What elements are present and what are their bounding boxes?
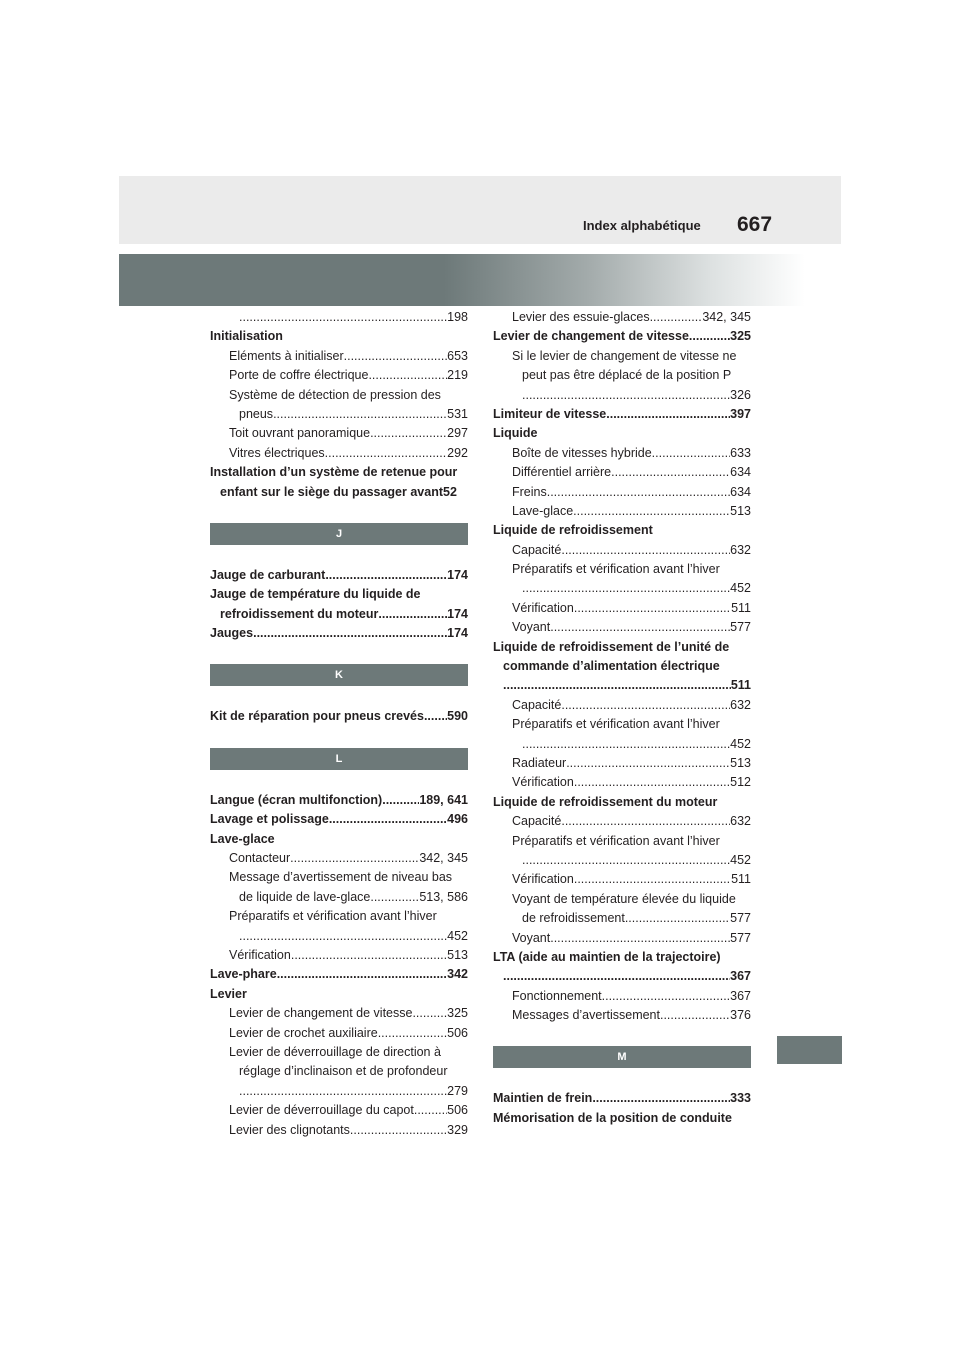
index-entry: Levier de déverrouillage de direction à: [229, 1044, 441, 1059]
index-heading: Jauge de température du liquide de: [210, 587, 421, 602]
index-heading: Langue (écran multifonction) ..... 189, 641: [210, 791, 468, 810]
index-entry: Préparatifs et vérification avant l’hiver: [512, 562, 720, 577]
index-entry: Levier des clignotants ..... 329: [210, 1121, 468, 1140]
index-column-right: [493, 308, 751, 1128]
index-heading: Levier de changement de vitesse ..... 325: [493, 327, 751, 346]
index-entry: Levier de déverrouillage du capot ..... 506: [210, 1101, 468, 1120]
index-entry: Contacteur ..... 342, 345: [210, 849, 468, 868]
index-entry: réglage d’inclinaison et de profondeur: [239, 1064, 448, 1079]
index-entry: Message d’avertissement de niveau bas: [229, 870, 453, 885]
index-heading: Installation d’un système de retenue pour: [210, 465, 458, 480]
page-title: Index alphabétique: [583, 218, 701, 233]
gradient-band: [119, 254, 841, 306]
index-entry: Capacité ..... 632: [493, 541, 751, 560]
index-entry: ..... 198: [210, 308, 468, 327]
index-heading: refroidissement du moteur ..... 174: [210, 605, 468, 624]
index-heading: Initialisation: [210, 329, 283, 344]
index-heading: Lavage et polissage ..... 496: [210, 810, 468, 829]
section-letter-l: L: [210, 748, 468, 770]
index-entry: Porte de coffre électrique ..... 219: [210, 366, 468, 385]
index-entry: Préparatifs et vérification avant l’hiver: [512, 833, 720, 848]
index-entry: Levier de crochet auxiliaire ..... 506: [210, 1024, 468, 1043]
index-entry: Vérification ..... 511: [493, 870, 751, 889]
index-heading: Kit de réparation pour pneus crevés ..... 590: [210, 707, 468, 726]
index-heading: Liquide de refroidissement de l’unité de: [493, 639, 730, 654]
page-number: 667: [737, 213, 773, 236]
index-entry: Voyant ..... 577: [493, 929, 751, 948]
index-entry: Levier de changement de vitesse ..... 325: [210, 1004, 468, 1023]
index-entry: ..... 452: [210, 927, 468, 946]
index-heading: Liquide de refroidissement du moteur: [493, 794, 718, 809]
index-entry: Vérification ..... 512: [493, 773, 751, 792]
index-entry: Capacité ..... 632: [493, 696, 751, 715]
index-entry: Préparatifs et vérification avant l’hiver: [229, 909, 437, 924]
index-entry: Boîte de vitesses hybride ..... 633: [493, 444, 751, 463]
index-entry: ..... 452: [493, 579, 751, 598]
index-heading: Mémorisation de la position de conduite: [493, 1110, 732, 1125]
index-entry: Capacité ..... 632: [493, 812, 751, 831]
index-entry: ..... 326: [493, 386, 751, 405]
index-entry: Système de détection de pression des: [229, 387, 441, 402]
index-heading: Maintien de frein ..... 333: [493, 1089, 751, 1108]
index-entry: Voyant de température élevée du liquide: [512, 891, 736, 906]
index-heading: enfant sur le siège du passager avant52: [220, 484, 457, 499]
index-heading: Jauges ..... 174: [210, 624, 468, 643]
section-letter-m: M: [493, 1046, 751, 1068]
index-entry: Levier des essuie-glaces ..... 342, 345: [493, 308, 751, 327]
index-heading: Lave-phare ..... 342: [210, 965, 468, 984]
index-entry: Freins ..... 634: [493, 483, 751, 502]
index-heading: LTA (aide au maintien de la trajectoire): [493, 949, 721, 964]
index-entry: Préparatifs et vérification avant l’hiver: [512, 717, 720, 732]
index-heading: commande d’alimentation électrique: [503, 659, 720, 674]
index-entry: Lave-glace ..... 513: [493, 502, 751, 521]
index-entry: peut pas être déplacé de la position P: [522, 368, 732, 383]
index-entry: Radiateur ..... 513: [493, 754, 751, 773]
index-heading: Limiteur de vitesse ..... 397: [493, 405, 751, 424]
index-heading: ..... 367: [493, 967, 751, 986]
chapter-tab: [777, 1036, 842, 1064]
index-entry: Toit ouvrant panoramique ..... 297: [210, 424, 468, 443]
index-entry: de liquide de lave-glace ..... 513, 586: [210, 888, 468, 907]
index-column-left: [210, 308, 468, 1140]
index-entry: Vitres électriques ..... 292: [210, 444, 468, 463]
index-heading: Liquide: [493, 426, 538, 441]
index-heading: Jauge de carburant ..... 174: [210, 566, 468, 585]
index-entry: Si le levier de changement de vitesse ne: [512, 348, 737, 363]
index-heading: Lave-glace: [210, 831, 275, 846]
index-entry: de refroidissement ..... 577: [493, 909, 751, 928]
index-entry: Différentiel arrière ..... 634: [493, 463, 751, 482]
section-letter-k: K: [210, 664, 468, 686]
index-entry: ..... 452: [493, 851, 751, 870]
index-entry: Vérification ..... 513: [210, 946, 468, 965]
index-entry: Eléments à initialiser ..... 653: [210, 347, 468, 366]
index-entry: Messages d’avertissement ..... 376: [493, 1006, 751, 1025]
index-heading: Liquide de refroidissement: [493, 523, 653, 538]
header-band: [119, 176, 841, 244]
index-entry: Fonctionnement ..... 367: [493, 987, 751, 1006]
index-entry: pneus ..... 531: [210, 405, 468, 424]
index-heading: Levier: [210, 986, 247, 1001]
index-heading: ..... 511: [493, 676, 751, 695]
index-entry: ..... 452: [493, 735, 751, 754]
section-letter-j: J: [210, 523, 468, 545]
index-entry: Vérification ..... 511: [493, 599, 751, 618]
index-entry: ..... 279: [210, 1082, 468, 1101]
index-entry: Voyant ..... 577: [493, 618, 751, 637]
